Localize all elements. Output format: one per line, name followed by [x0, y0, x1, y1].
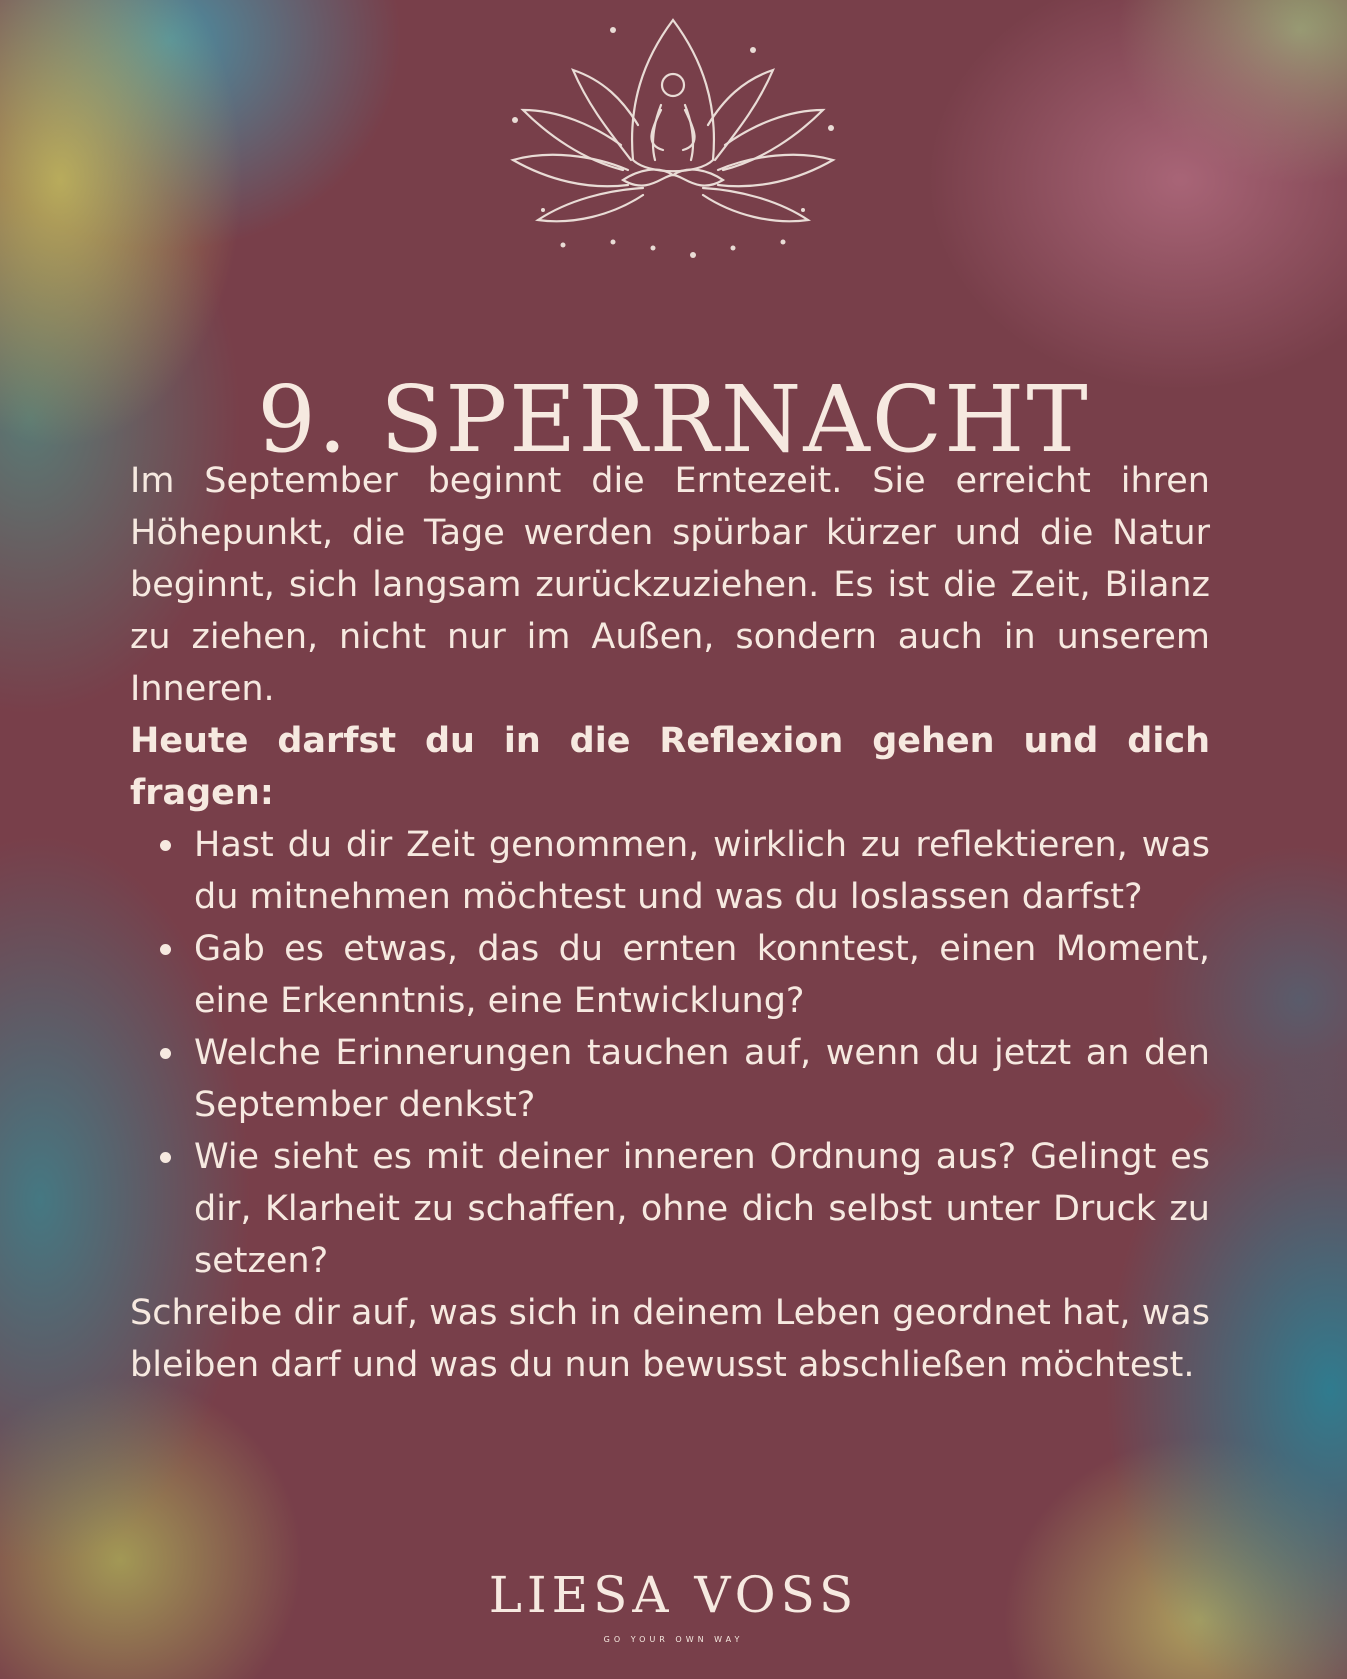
question-text: Gab es etwas, das du ernten konntest, einen Moment, eine Erkenntnis, eine Entwicklung? [194, 929, 1210, 1021]
question-text: Wie sieht es mit deiner inneren Ordnung aus? Gelingt es dir, Klarheit zu schaffen, ohne dich selbst unter Druck zu setzen? [194, 1137, 1210, 1281]
reflection-prompt: Heute darfst du in die Reflexion gehen und dich fragen: [130, 721, 1210, 813]
content-body [130, 455, 1210, 1391]
page-title: 9. SPERRNACHT [257, 365, 1090, 473]
meditating-lotus-icon [503, 10, 843, 260]
brand-tagline: GO YOUR OWN WAY [603, 1635, 744, 1644]
list-item [194, 819, 1210, 923]
question-list [130, 819, 1210, 1287]
list-item [194, 1131, 1210, 1287]
bullet-icon [160, 1048, 171, 1059]
question-text: Welche Erinnerungen tauchen auf, wenn du jetzt an den September denkst? [194, 1033, 1210, 1125]
bullet-icon [160, 944, 171, 955]
list-item [194, 1027, 1210, 1131]
bullet-icon [160, 840, 171, 851]
brand-logo: LIESA VOSS [488, 1566, 859, 1624]
closing-paragraph: Schreibe dir auf, was sich in deinem Leben geordnet hat, was bleiben darf und was du nun bewusst abschließen möchtest. [130, 1293, 1210, 1385]
intro-paragraph: Im September beginnt die Erntezeit. Sie erreicht ihren Höhepunkt, die Tage werden spürbar kürzer und die Natur beginnt, sich langsam zurückzuziehen. Es ist die Zeit, Bilanz zu ziehen, nicht nur im Außen, sondern auch in unserem Inneren. [130, 461, 1210, 709]
question-text: Hast du dir Zeit genommen, wirklich zu reflektieren, was du mitnehmen möchtest und was du loslassen darfst? [194, 825, 1210, 917]
bullet-icon [160, 1152, 171, 1163]
list-item [194, 923, 1210, 1027]
